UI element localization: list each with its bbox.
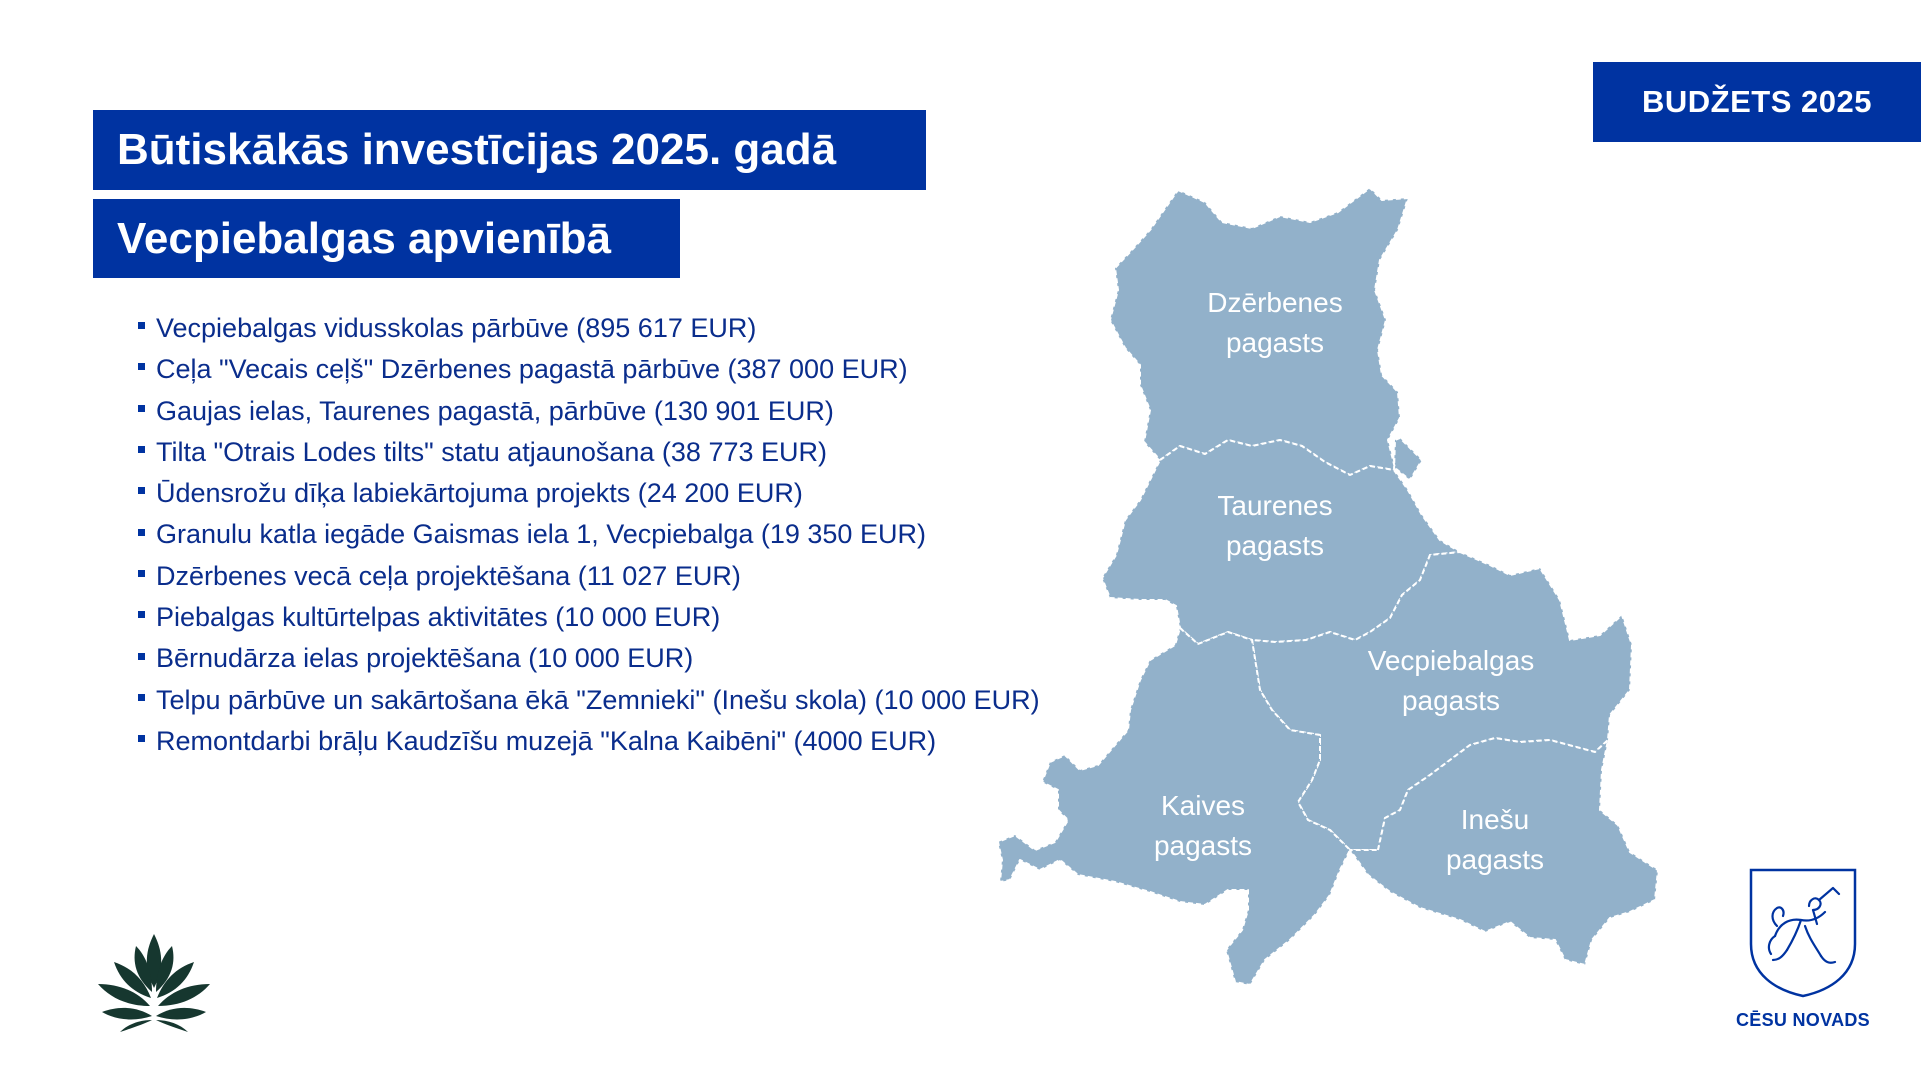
list-item: Vecpiebalgas vidusskolas pārbūve (895 617 EUR) — [138, 308, 1040, 349]
map-label-vecpiebalga: Vecpiebalgas pagasts — [1367, 645, 1535, 716]
bullet-icon — [138, 694, 145, 701]
lotus-icon — [96, 932, 212, 1038]
list-item: Remontdarbi brāļu Kaudzīšu muzejā "Kalna Kaibēni" (4000 EUR) — [138, 721, 1040, 762]
bullet-icon — [138, 446, 145, 453]
list-item: Granulu katla iegāde Gaismas iela 1, Vecpiebalga (19 350 EUR) — [138, 514, 1040, 555]
bullet-icon — [138, 735, 145, 742]
list-item: Bērnudārza ielas projektēšana (10 000 EUR) — [138, 638, 1040, 679]
investment-list — [138, 308, 1040, 762]
parish-map — [990, 170, 1660, 1000]
municipality-name: CĒSU NOVADS — [1736, 1010, 1870, 1030]
bullet-icon — [138, 529, 145, 536]
list-item: Ceļa "Vecais ceļš" Dzērbenes pagastā pārbūve (387 000 EUR) — [138, 349, 1040, 390]
map-label-kaive: Kaives pagasts — [1153, 790, 1253, 861]
bullet-icon — [138, 570, 145, 577]
budget-badge: BUDŽETS 2025 — [1593, 62, 1921, 142]
list-item: Ūdensrožu dīķa labiekārtojuma projekts (24 200 EUR) — [138, 473, 1040, 514]
bullet-icon — [138, 405, 145, 412]
list-item: Piebalgas kultūrtelpas aktivitātes (10 000 EUR) — [138, 597, 1040, 638]
map-label-taurene: Taurenes pagasts — [1217, 490, 1333, 561]
map-label-inesi: Inešu pagasts — [1445, 804, 1545, 875]
list-item: Telpu pārbūve un sakārtošana ēkā "Zemnieki" (Inešu skola) (10 000 EUR) — [138, 680, 1040, 721]
horseman-crest-icon — [1747, 866, 1859, 1000]
list-item: Tilta "Otrais Lodes tilts" statu atjaunošana (38 773 EUR) — [138, 432, 1040, 473]
page-subtitle: Vecpiebalgas apvienībā — [93, 199, 680, 278]
bullet-icon — [138, 487, 145, 494]
list-item: Dzērbenes vecā ceļa projektēšana (11 027 EUR) — [138, 556, 1040, 597]
page-title: Būtiskākās investīcijas 2025. gadā — [93, 110, 926, 190]
bullet-icon — [138, 611, 145, 618]
map-label-dzerbene: Dzērbenes pagasts — [1207, 287, 1343, 358]
bullet-icon — [138, 322, 145, 329]
list-item: Gaujas ielas, Taurenes pagastā, pārbūve (130 901 EUR) — [138, 391, 1040, 432]
bullet-icon — [138, 653, 145, 660]
bullet-icon — [138, 363, 145, 370]
